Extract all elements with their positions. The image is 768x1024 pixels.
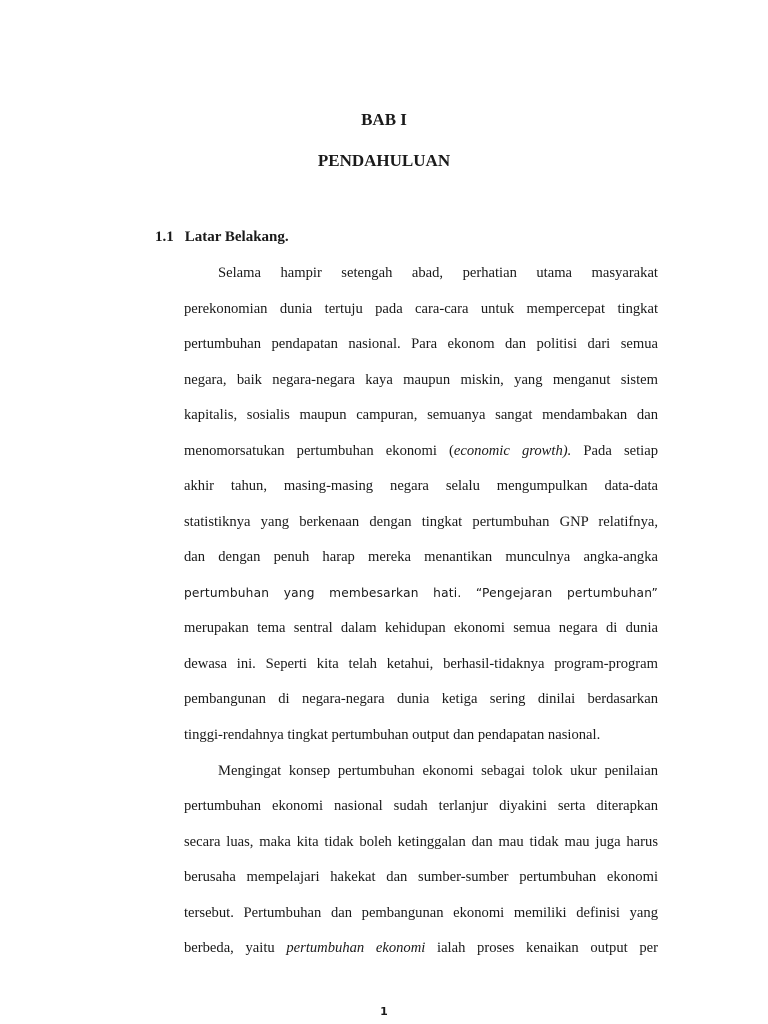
paragraph-line: perekonomian dunia tertuju pada cara-cara untuk mempercepat tingkat [184,301,658,317]
italic-term: economic growth). [453,443,572,459]
paragraph-line: pertumbuhan yang membesarkan hati. “Pengejaran pertumbuhan” [184,586,658,600]
paragraph-line: akhir tahun, masing-masing negara selalu mengumpulkan data-data [184,478,658,494]
paragraph-line: secara luas, maka kita tidak boleh ketinggalan dan mau tidak mau juga harus [184,834,658,850]
paragraph-line: merupakan tema sentral dalam kehidupan ekonomi semua negara di dunia [184,620,658,636]
page-number: 1 [380,1005,388,1018]
paragraph-line: Selama hampir setengah abad, perhatian utama masyarakat [218,265,658,281]
paragraph-line: tersebut. Pertumbuhan dan pembangunan ekonomi memiliki definisi yang [184,905,658,921]
paragraph-line: menomorsatukan pertumbuhan ekonomi (economic growth). Pada setiap [184,443,658,459]
paragraph-line: Mengingat konsep pertumbuhan ekonomi sebagai tolok ukur penilaian [218,763,658,779]
paragraph-line: dewasa ini. Seperti kita telah ketahui, berhasil-tidaknya program-program [184,656,658,672]
chapter-number: BAB I [361,110,407,129]
paragraph-line: statistiknya yang berkenaan dengan tingkat pertumbuhan GNP relatifnya, [184,514,658,530]
section-heading [155,229,289,246]
paragraph-line: dan dengan penuh harap mereka menantikan munculnya angka-angka [184,549,658,565]
paragraph-line: pertumbuhan pendapatan nasional. Para ekonom dan politisi dari semua [184,336,658,352]
paragraph-line: berbeda, yaitu pertumbuhan ekonomi ialah proses kenaikan output per [184,940,658,956]
paragraph-line: berusaha mempelajari hakekat dan sumber-sumber pertumbuhan ekonomi [184,869,658,885]
paragraph-line: kapitalis, sosialis maupun campuran, semuanya sangat mendambakan dan [184,407,658,423]
italic-term: pertumbuhan ekonomi [286,940,426,956]
paragraph-line: pertumbuhan ekonomi nasional sudah terlanjur diyakini serta diterapkan [184,798,658,814]
paragraph-line: tinggi-rendahnya tingkat pertumbuhan output dan pendapatan nasional. [184,727,601,743]
chapter-title: PENDAHULUAN [317,151,451,170]
paragraph-line: pembangunan di negara-negara dunia ketiga sering dinilai berdasarkan [184,691,658,707]
section-number: 1.1 [155,229,174,245]
section-title: Latar Belakang. [184,229,289,245]
paragraph-line: negara, baik negara-negara kaya maupun miskin, yang menganut sistem [184,372,658,388]
